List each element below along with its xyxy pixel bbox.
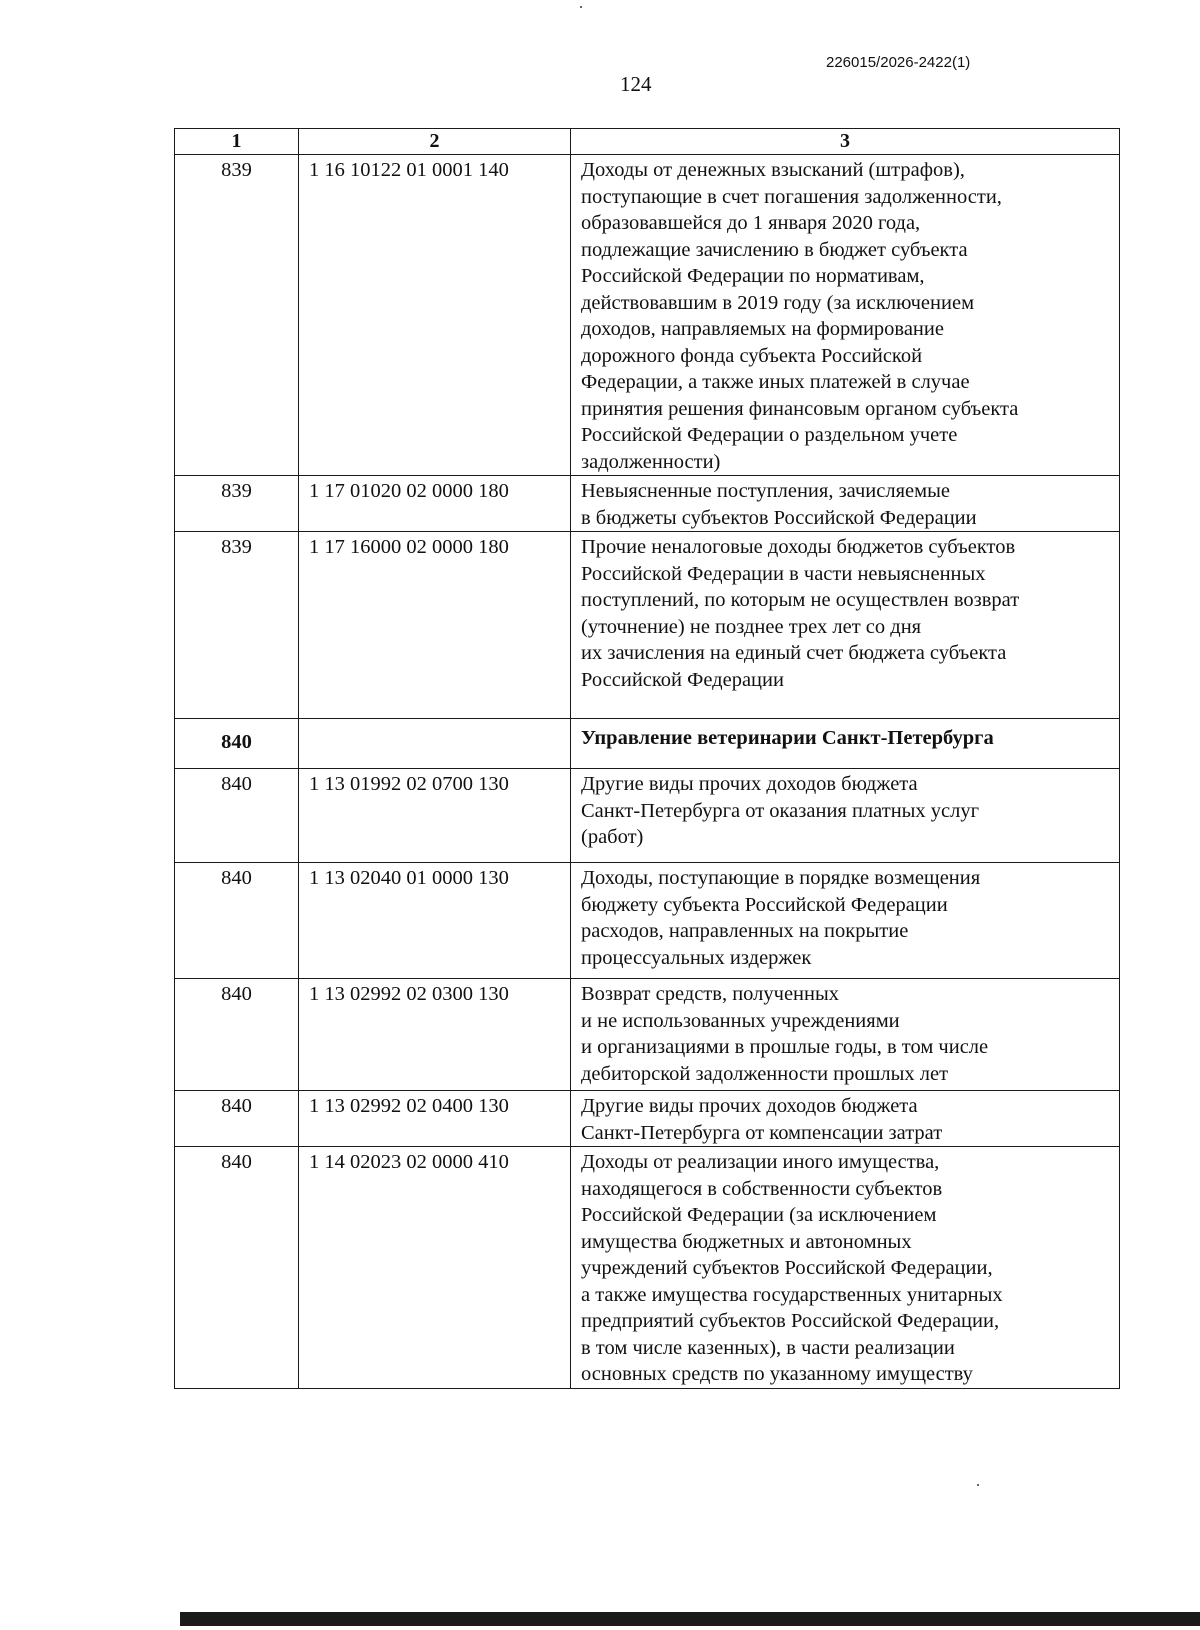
table-body bbox=[175, 155, 1120, 1389]
column-header-2: 2 bbox=[299, 129, 571, 155]
admin-code-cell: 840 bbox=[175, 719, 299, 769]
admin-code-cell: 839 bbox=[175, 476, 299, 532]
page-number: 124 bbox=[620, 72, 652, 96]
admin-code-cell: 840 bbox=[175, 1091, 299, 1147]
budget-classification-code-cell: 1 13 01992 02 0700 130 bbox=[299, 769, 571, 863]
table-row bbox=[175, 532, 1120, 719]
admin-code-cell: 839 bbox=[175, 155, 299, 476]
admin-code-cell: 840 bbox=[175, 979, 299, 1091]
admin-code-cell: 840 bbox=[175, 863, 299, 979]
income-description-cell: Управление ветеринарии Санкт-Петербурга bbox=[571, 719, 1120, 769]
scan-edge-bar bbox=[180, 1612, 1200, 1626]
table-row bbox=[175, 155, 1120, 476]
admin-code-cell: 839 bbox=[175, 532, 299, 719]
admin-code-cell: 840 bbox=[175, 1147, 299, 1389]
income-description-cell: Другие виды прочих доходов бюджета Санкт-Петербурга от компенсации затрат bbox=[571, 1091, 1120, 1147]
budget-classification-code-cell: 1 17 01020 02 0000 180 bbox=[299, 476, 571, 532]
column-header-1: 1 bbox=[175, 129, 299, 155]
income-description-cell: Прочие неналоговые доходы бюджетов субъектов Российской Федерации в части невыясненных поступлений, по которым не осуществлен возврат (уточнение) не позднее трех лет со дня их зачисления на единый счет бюджета субъекта Российской Федерации bbox=[571, 532, 1120, 719]
table-row bbox=[175, 863, 1120, 979]
column-header-3: 3 bbox=[571, 129, 1120, 155]
income-description-cell: Доходы от денежных взысканий (штрафов), поступающие в счет погашения задолженности, образовавшейся до 1 января 2020 года, подлежащие зачислению в бюджет субъекта Российской Федерации по нормативам, действовавшим в 2019 году (за исключением доходов, направляемых на формирование дорожного фонда субъекта Российской Федерации, а также иных платежей в случае принятия решения финансовым органом субъекта Российской Федерации о раздельном учете задолженности) bbox=[571, 155, 1120, 476]
admin-code-cell: 840 bbox=[175, 769, 299, 863]
table-row bbox=[175, 979, 1120, 1091]
scan-speck bbox=[580, 6, 582, 8]
table-row bbox=[175, 719, 1120, 769]
budget-classification-code-cell: 1 13 02992 02 0400 130 bbox=[299, 1091, 571, 1147]
budget-classification-code-cell: 1 17 16000 02 0000 180 bbox=[299, 532, 571, 719]
table-header-row bbox=[175, 129, 1120, 155]
table-row bbox=[175, 1091, 1120, 1147]
table-row bbox=[175, 1147, 1120, 1389]
income-description-cell: Невыясненные поступления, зачисляемые в бюджеты субъектов Российской Федерации bbox=[571, 476, 1120, 532]
document-id: 226015/2026-2422(1) bbox=[826, 54, 971, 71]
budget-classification-code-cell: 1 13 02040 01 0000 130 bbox=[299, 863, 571, 979]
budget-classification-code-cell: 1 16 10122 01 0001 140 bbox=[299, 155, 571, 476]
income-description-cell: Доходы от реализации иного имущества, находящегося в собственности субъектов Российской Федерации (за исключением имущества бюджетных и автономных учреждений субъектов Российской Федерации, а также имущества государственных унитарных предприятий субъектов Российской Федерации, в том числе казенных), в части реализации основных средств по указанному имуществу bbox=[571, 1147, 1120, 1389]
budget-codes-table bbox=[174, 128, 1120, 1389]
budget-classification-code-cell: 1 14 02023 02 0000 410 bbox=[299, 1147, 571, 1389]
income-description-cell: Доходы, поступающие в порядке возмещения бюджету субъекта Российской Федерации расходов, направленных на покрытие процессуальных издержек bbox=[571, 863, 1120, 979]
table-row bbox=[175, 769, 1120, 863]
budget-classification-code-cell: 1 13 02992 02 0300 130 bbox=[299, 979, 571, 1091]
scan-speck bbox=[977, 1484, 979, 1486]
budget-classification-code-cell bbox=[299, 719, 571, 769]
income-description-cell: Другие виды прочих доходов бюджета Санкт-Петербурга от оказания платных услуг (работ) bbox=[571, 769, 1120, 863]
table-row bbox=[175, 476, 1120, 532]
income-description-cell: Возврат средств, полученных и не использованных учреждениями и организациями в прошлые годы, в том числе дебиторской задолженности прошлых лет bbox=[571, 979, 1120, 1091]
